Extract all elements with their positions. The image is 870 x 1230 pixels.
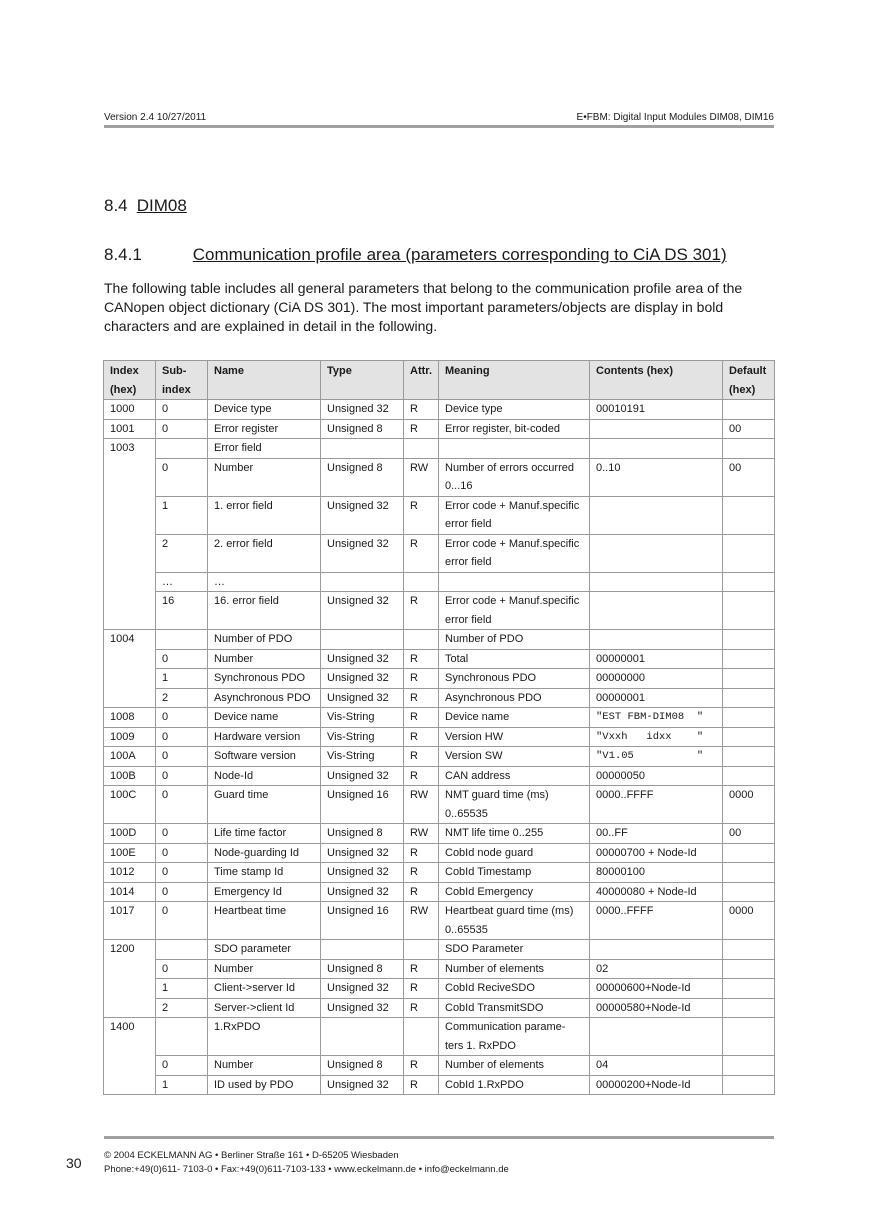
cell-meaning: Synchronous PDO	[439, 669, 590, 689]
cell-meaning: Device type	[439, 400, 590, 420]
cell-sub: 0	[156, 708, 208, 728]
cell-name: Synchronous PDO	[208, 669, 321, 689]
cell-index: 1014	[104, 882, 156, 902]
table-row	[104, 824, 775, 844]
cell-name: Error field	[208, 439, 321, 459]
cell-sub: 16	[156, 592, 208, 630]
table-row	[104, 419, 775, 439]
cell-name: Asynchronous PDO	[208, 688, 321, 708]
table-row	[104, 1056, 775, 1076]
cell-contents	[590, 1018, 723, 1056]
table-row	[104, 959, 775, 979]
section-title: DIM08	[136, 196, 187, 215]
cell-index: 100A	[104, 747, 156, 767]
cell-meaning: CobId Emergency	[439, 882, 590, 902]
cell-sub: 0	[156, 863, 208, 883]
cell-contents: 00000000	[590, 669, 723, 689]
table-row	[104, 1075, 775, 1095]
cell-meaning: Number of PDO	[439, 630, 590, 650]
cell-contents	[590, 419, 723, 439]
cell-attr	[404, 940, 439, 960]
footer-rule	[104, 1136, 774, 1139]
col-name-header: Name	[208, 361, 321, 400]
cell-type: Unsigned 32	[321, 496, 404, 534]
cell-meaning: CobId ReciveSDO	[439, 979, 590, 999]
cell-sub: 0	[156, 458, 208, 496]
cell-name: Heartbeat time	[208, 902, 321, 940]
cell-default	[723, 496, 775, 534]
cell-contents: 02	[590, 959, 723, 979]
cell-default	[723, 630, 775, 650]
cell-contents: 00000700 + Node-Id	[590, 843, 723, 863]
cell-sub: 0	[156, 824, 208, 844]
cell-meaning: Error code + Manuf.specific error field	[439, 534, 590, 572]
cell-name: 1.RxPDO	[208, 1018, 321, 1056]
cell-contents	[590, 592, 723, 630]
cell-meaning: Communication parame-ters 1. RxPDO	[439, 1018, 590, 1056]
cell-contents: 0000..FFFF	[590, 902, 723, 940]
cell-contents: 00000001	[590, 649, 723, 669]
cell-type: Unsigned 32	[321, 534, 404, 572]
cell-index: 1008	[104, 708, 156, 728]
cell-attr	[404, 572, 439, 592]
table-row	[104, 766, 775, 786]
cell-sub: 0	[156, 649, 208, 669]
header-version: Version 2.4 10/27/2011	[104, 112, 207, 123]
cell-meaning: Error code + Manuf.specific error field	[439, 592, 590, 630]
cell-name: Number	[208, 959, 321, 979]
cell-meaning: Heartbeat guard time (ms) 0..65535	[439, 902, 590, 940]
table-row	[104, 998, 775, 1018]
table-row	[104, 688, 775, 708]
cell-type: Unsigned 8	[321, 959, 404, 979]
table-row	[104, 843, 775, 863]
table-row	[104, 786, 775, 824]
cell-type: Unsigned 32	[321, 843, 404, 863]
cell-name: Time stamp Id	[208, 863, 321, 883]
cell-index: 1200	[104, 940, 156, 1018]
cell-default	[723, 863, 775, 883]
cell-type: Unsigned 32	[321, 400, 404, 420]
cell-type: Unsigned 32	[321, 1075, 404, 1095]
cell-attr: R	[404, 649, 439, 669]
cell-default	[723, 708, 775, 728]
table-row	[104, 863, 775, 883]
cell-index: 1017	[104, 902, 156, 940]
cell-sub: 0	[156, 400, 208, 420]
cell-meaning: Error register, bit-coded	[439, 419, 590, 439]
cell-default	[723, 1075, 775, 1095]
table-row	[104, 400, 775, 420]
cell-attr	[404, 439, 439, 459]
cell-meaning: Asynchronous PDO	[439, 688, 590, 708]
cell-attr	[404, 630, 439, 650]
cell-attr: R	[404, 1056, 439, 1076]
cell-sub: 0	[156, 882, 208, 902]
cell-type: Unsigned 32	[321, 592, 404, 630]
cell-default: 0000	[723, 902, 775, 940]
col-contents-header: Contents (hex)	[590, 361, 723, 400]
cell-meaning: SDO Parameter	[439, 940, 590, 960]
cell-attr: R	[404, 863, 439, 883]
cell-type	[321, 630, 404, 650]
cell-type: Unsigned 32	[321, 882, 404, 902]
cell-name: 2. error field	[208, 534, 321, 572]
cell-attr: R	[404, 419, 439, 439]
cell-attr: R	[404, 400, 439, 420]
cell-index: 100C	[104, 786, 156, 824]
cell-sub: …	[156, 572, 208, 592]
cell-contents: 00..FF	[590, 824, 723, 844]
subsection-number: 8.4.1	[104, 245, 142, 264]
cell-type: Unsigned 32	[321, 649, 404, 669]
cell-default	[723, 592, 775, 630]
cell-default: 00	[723, 458, 775, 496]
cell-name: Device type	[208, 400, 321, 420]
cell-default: 00	[723, 824, 775, 844]
subsection-title: Communication profile area (parameters corresponding to CiA DS 301)	[192, 245, 727, 264]
col-meaning-header: Meaning	[439, 361, 590, 400]
cell-attr: R	[404, 592, 439, 630]
cell-type: Unsigned 32	[321, 863, 404, 883]
table-row	[104, 630, 775, 650]
cell-name: Server->client Id	[208, 998, 321, 1018]
cell-sub: 0	[156, 766, 208, 786]
cell-default	[723, 766, 775, 786]
cell-meaning: Number of elements	[439, 1056, 590, 1076]
col-index-header: Index (hex)	[104, 361, 156, 400]
cell-contents	[590, 630, 723, 650]
cell-sub: 2	[156, 688, 208, 708]
cell-contents: 04	[590, 1056, 723, 1076]
cell-contents	[590, 572, 723, 592]
cell-index: 1012	[104, 863, 156, 883]
cell-name: Software version	[208, 747, 321, 767]
cell-default	[723, 572, 775, 592]
cell-meaning: CobId node guard	[439, 843, 590, 863]
cell-name: 16. error field	[208, 592, 321, 630]
cell-meaning: CobId TransmitSDO	[439, 998, 590, 1018]
cell-contents: 0000..FFFF	[590, 786, 723, 824]
cell-meaning: NMT guard time (ms) 0..65535	[439, 786, 590, 824]
cell-name: 1. error field	[208, 496, 321, 534]
cell-sub: 2	[156, 998, 208, 1018]
cell-type	[321, 940, 404, 960]
col-type-header: Type	[321, 361, 404, 400]
cell-attr: R	[404, 708, 439, 728]
page-number: 30	[66, 1155, 82, 1171]
cell-default	[723, 940, 775, 960]
cell-name: Number	[208, 1056, 321, 1076]
cell-name: Node-guarding Id	[208, 843, 321, 863]
cell-contents: 40000080 + Node-Id	[590, 882, 723, 902]
cell-type: Unsigned 8	[321, 419, 404, 439]
cell-default	[723, 688, 775, 708]
cell-type: Unsigned 32	[321, 669, 404, 689]
footer-contact: Phone:+49(0)611- 7103-0 • Fax:+49(0)611-7103-133 • www.eckelmann.de • info@eckelmann.de	[104, 1164, 509, 1175]
cell-attr: R	[404, 843, 439, 863]
cell-default	[723, 400, 775, 420]
cell-meaning: Version SW	[439, 747, 590, 767]
cell-sub	[156, 630, 208, 650]
col-attr-header: Attr.	[404, 361, 439, 400]
cell-sub: 1	[156, 1075, 208, 1095]
cell-meaning: CobId Timestamp	[439, 863, 590, 883]
cell-contents: 80000100	[590, 863, 723, 883]
cell-type: Unsigned 32	[321, 979, 404, 999]
table-row	[104, 572, 775, 592]
cell-sub: 0	[156, 902, 208, 940]
cell-attr: RW	[404, 824, 439, 844]
cell-index: 1400	[104, 1018, 156, 1095]
cell-default	[723, 1018, 775, 1056]
cell-default: 0000	[723, 786, 775, 824]
cell-contents: 00000600+Node-Id	[590, 979, 723, 999]
cell-default: 00	[723, 419, 775, 439]
cell-sub: 0	[156, 747, 208, 767]
cell-attr: R	[404, 979, 439, 999]
cell-default	[723, 998, 775, 1018]
cell-attr: R	[404, 727, 439, 747]
cell-meaning	[439, 572, 590, 592]
cell-name: Guard time	[208, 786, 321, 824]
cell-name: Life time factor	[208, 824, 321, 844]
col-default-header: Default (hex)	[723, 361, 775, 400]
cell-attr: R	[404, 1075, 439, 1095]
cell-contents: "V1.05 "	[590, 747, 723, 767]
cell-name: Number of PDO	[208, 630, 321, 650]
cell-index: 100D	[104, 824, 156, 844]
table-row	[104, 669, 775, 689]
cell-sub	[156, 439, 208, 459]
cell-type: Unsigned 16	[321, 786, 404, 824]
table-row	[104, 1018, 775, 1056]
cell-attr: RW	[404, 786, 439, 824]
cell-meaning: Device name	[439, 708, 590, 728]
cell-attr	[404, 1018, 439, 1056]
cell-default	[723, 882, 775, 902]
cell-meaning: Version HW	[439, 727, 590, 747]
cell-meaning: NMT life time 0..255	[439, 824, 590, 844]
cell-index: 1000	[104, 400, 156, 420]
cell-sub: 2	[156, 534, 208, 572]
cell-meaning: Error code + Manuf.specific error field	[439, 496, 590, 534]
cell-attr: RW	[404, 902, 439, 940]
cell-contents: 00000001	[590, 688, 723, 708]
cell-name: Error register	[208, 419, 321, 439]
cell-attr: R	[404, 766, 439, 786]
table-row	[104, 496, 775, 534]
cell-name: Hardware version	[208, 727, 321, 747]
cell-contents	[590, 534, 723, 572]
cell-sub	[156, 1018, 208, 1056]
cell-default	[723, 959, 775, 979]
cell-type: Vis-String	[321, 708, 404, 728]
cell-attr: R	[404, 747, 439, 767]
cell-contents: 00000050	[590, 766, 723, 786]
cell-attr: R	[404, 959, 439, 979]
subsection-heading	[104, 245, 727, 265]
table-row	[104, 534, 775, 572]
cell-attr: R	[404, 688, 439, 708]
cell-name: Node-Id	[208, 766, 321, 786]
table-row	[104, 902, 775, 940]
cell-type: Unsigned 8	[321, 824, 404, 844]
table-header	[104, 361, 775, 400]
cell-default	[723, 727, 775, 747]
cell-attr: RW	[404, 458, 439, 496]
cell-type: Unsigned 32	[321, 688, 404, 708]
table-row	[104, 649, 775, 669]
section-heading	[104, 196, 187, 216]
cell-default	[723, 649, 775, 669]
cell-name: ID used by PDO	[208, 1075, 321, 1095]
cell-meaning: CobId 1.RxPDO	[439, 1075, 590, 1095]
cell-sub: 0	[156, 1056, 208, 1076]
table-row	[104, 708, 775, 728]
cell-default	[723, 747, 775, 767]
cell-default	[723, 534, 775, 572]
cell-meaning: CAN address	[439, 766, 590, 786]
table-row	[104, 458, 775, 496]
cell-attr: R	[404, 882, 439, 902]
cell-name: SDO parameter	[208, 940, 321, 960]
cell-sub: 0	[156, 959, 208, 979]
cell-contents: 0..10	[590, 458, 723, 496]
cell-attr: R	[404, 496, 439, 534]
cell-type: Unsigned 8	[321, 1056, 404, 1076]
table-row	[104, 592, 775, 630]
section-number: 8.4	[104, 196, 128, 215]
cell-meaning: Number of elements	[439, 959, 590, 979]
cell-sub: 0	[156, 786, 208, 824]
cell-attr: R	[404, 669, 439, 689]
cell-contents	[590, 439, 723, 459]
cell-name: …	[208, 572, 321, 592]
table-row	[104, 727, 775, 747]
cell-attr: R	[404, 534, 439, 572]
cell-type: Unsigned 16	[321, 902, 404, 940]
header-rule	[104, 125, 774, 128]
cell-type	[321, 1018, 404, 1056]
table-row	[104, 747, 775, 767]
cell-name: Emergency Id	[208, 882, 321, 902]
cell-type	[321, 439, 404, 459]
cell-sub: 1	[156, 979, 208, 999]
cell-name: Device name	[208, 708, 321, 728]
intro-paragraph: The following table includes all general parameters that belong to the communication profile area of the CANopen object dictionary (CiA DS 301). The most important parameters/objects are display in bold characters and are explained in detail in the following.	[104, 280, 743, 334]
cell-contents	[590, 496, 723, 534]
cell-meaning: Total	[439, 649, 590, 669]
table-row	[104, 882, 775, 902]
table-row	[104, 979, 775, 999]
cell-meaning: Number of errors occurred 0...16	[439, 458, 590, 496]
cell-index: 1003	[104, 439, 156, 630]
cell-index: 1009	[104, 727, 156, 747]
cell-name: Number	[208, 649, 321, 669]
cell-default	[723, 979, 775, 999]
cell-index: 1004	[104, 630, 156, 708]
cell-sub	[156, 940, 208, 960]
cell-contents: 00000580+Node-Id	[590, 998, 723, 1018]
cell-sub: 1	[156, 496, 208, 534]
cell-default	[723, 439, 775, 459]
cell-index: 100B	[104, 766, 156, 786]
cell-default	[723, 843, 775, 863]
cell-type: Vis-String	[321, 727, 404, 747]
cell-contents	[590, 940, 723, 960]
cell-default	[723, 1056, 775, 1076]
cell-type: Vis-String	[321, 747, 404, 767]
cell-contents: "EST FBM-DIM08 "	[590, 708, 723, 728]
cell-name: Client->server Id	[208, 979, 321, 999]
parameter-table	[103, 360, 775, 1095]
cell-sub: 0	[156, 843, 208, 863]
col-subindex-header: Sub- index	[156, 361, 208, 400]
cell-meaning	[439, 439, 590, 459]
cell-contents: "Vxxh idxx "	[590, 727, 723, 747]
header-document-title: E•FBM: Digital Input Modules DIM08, DIM16	[576, 112, 774, 123]
table-row	[104, 439, 775, 459]
table-row	[104, 940, 775, 960]
cell-contents: 00000200+Node-Id	[590, 1075, 723, 1095]
cell-index: 1001	[104, 419, 156, 439]
cell-type: Unsigned 32	[321, 998, 404, 1018]
footer-copyright: © 2004 ECKELMANN AG • Berliner Straße 161 • D-65205 Wiesbaden	[104, 1150, 399, 1161]
table-body	[104, 400, 775, 1095]
cell-contents: 00010191	[590, 400, 723, 420]
cell-name: Number	[208, 458, 321, 496]
cell-sub: 0	[156, 727, 208, 747]
cell-sub: 1	[156, 669, 208, 689]
cell-default	[723, 669, 775, 689]
cell-type: Unsigned 8	[321, 458, 404, 496]
cell-type: Unsigned 32	[321, 766, 404, 786]
cell-attr: R	[404, 998, 439, 1018]
cell-index: 100E	[104, 843, 156, 863]
cell-type	[321, 572, 404, 592]
cell-sub: 0	[156, 419, 208, 439]
